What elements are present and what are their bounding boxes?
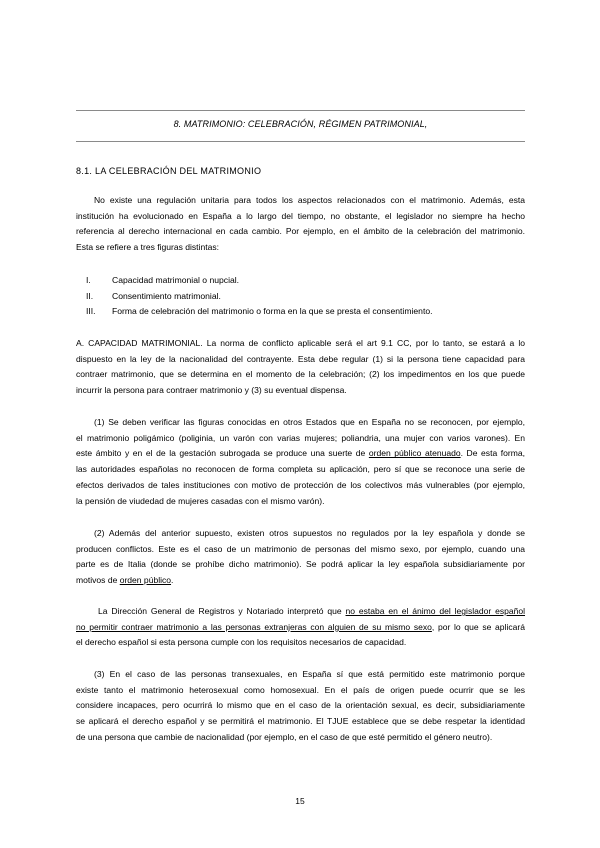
underlined-term: orden público — [119, 575, 172, 586]
paragraph-line: referencia al derecho internacional en cada cambio. Por ejemplo, en el ámbito de la celebración del matrimonio. — [76, 226, 525, 237]
paragraph-line — [76, 573, 525, 589]
paragraph-line: efectos derivados de tales instituciones con motivo de protección de los colectivos más vulnerables (por ejemplo, — [76, 479, 525, 490]
paragraph-line: se aplicará el derecho español y se permitirá el matrimonio. El TJUE establece que se debe respetar la identidad — [76, 716, 525, 727]
paragraph-line: la pensión de viudedad de mujeres casadas con el mismo varón). — [76, 495, 325, 506]
list-item — [76, 304, 525, 320]
list-item — [76, 289, 525, 305]
paragraph-line: el matrimonio poligámico (poliginia, un varón con varias mujeres; poliandria, una mujer con varios varones). En — [76, 432, 525, 443]
paragraph-line: (3) En el caso de las personas transexuales, en España sí que está permitido este matrimonio porque — [94, 669, 525, 679]
paragraph-mismo-sexo — [76, 526, 525, 589]
paragraph-line: A. CAPACIDAD MATRIMONIAL. La norma de conflicto aplicable será el art 9.1 CC, por lo tanto, se estará a lo — [76, 338, 525, 348]
text-run: . De esta forma, — [460, 448, 526, 459]
paragraph-line: considere incapaces, pero ocurrirá lo mismo que en el caso de la orientación sexual, es decir, subsidiariamente — [76, 700, 525, 711]
list-item-number: I. — [86, 275, 91, 285]
text-run: , por lo que se aplicará — [431, 621, 525, 632]
text-run: La Dirección General de Registros y Notariado interpretó que — [98, 606, 346, 616]
text-run: . — [171, 575, 174, 586]
paragraph-transexuales — [76, 667, 525, 746]
paragraph-dgrn — [76, 604, 525, 651]
text-run: motivos de — [76, 575, 120, 586]
header-top-rule — [76, 110, 525, 111]
list-item-text: Consentimiento matrimonial. — [112, 290, 221, 301]
paragraph-line — [76, 620, 525, 636]
header-bottom-rule — [76, 141, 525, 142]
text-run: este ámbito y en el de la gestación subrogada se produce una suerte de — [76, 448, 369, 459]
paragraph-line: existe tanto el matrimonio heterosexual como homosexual. En el país de origen puede ocurrir que se les — [76, 684, 525, 695]
intro-paragraph — [76, 193, 525, 256]
paragraph-line: las autoridades españolas no reconocen de forma completa su aplicación, pero sí que se reconoce una serie de — [76, 464, 525, 475]
underlined-term: orden público atenuado — [368, 448, 461, 459]
list-item-text: Forma de celebración del matrimonio o forma en la que se presta el consentimiento. — [112, 306, 433, 317]
paragraph-poligamia — [76, 415, 525, 509]
figures-list — [76, 273, 525, 320]
chapter-title: 8. MATRIMONIO: CELEBRACIÓN, RÉGIMEN PATRIMONIAL, — [173, 119, 428, 129]
paragraph-line: de una persona que cambie de nacionalidad (por ejemplo, en el caso de que esté permitido el género neutro). — [76, 731, 493, 742]
underlined-term: no estaba en el ánimo del legislador español — [345, 606, 526, 616]
paragraph-line: dispuesto en la ley de la nacionalidad del contrayente. Esta debe regular (1) si la persona tiene capacidad para — [76, 353, 525, 364]
paragraph-line — [76, 446, 525, 462]
paragraph-line: No existe una regulación unitaria para todos los aspectos relacionados con el matrimonio. Además, esta — [94, 195, 525, 205]
paragraph-line: (2) Además del anterior supuesto, existen otros supuestos no regulados por la ley española y donde se — [94, 528, 525, 538]
paragraph-line: contraer matrimonio, que se determina en el momento de la celebración; (2) los impedimentos en los que puede — [76, 369, 525, 380]
paragraph-line: parte es de Italia (donde se prohíbe dicho matrimonio). Se podrá aplicar la ley española subsidiariamente por — [76, 559, 525, 570]
paragraph-line: producen conflictos. Este es el caso de un matrimonio de personas del mismo sexo, por ejemplo, cuando una — [76, 543, 525, 554]
list-item — [76, 273, 525, 289]
paragraph-line: el derecho español si esta persona cumple con los requisitos necesarios de capacidad. — [76, 637, 407, 648]
section-heading: 8.1. LA CELEBRACIÓN DEL MATRIMONIO — [76, 166, 262, 176]
paragraph-line: (1) Se deben verificar las figuras conocidas en otros Estados que en España no se reconocen, por ejemplo, — [94, 417, 525, 427]
underlined-term: no permitir contraer matrimonio a las personas extranjeras con alguien de su mismo sexo — [76, 621, 432, 632]
list-item-number: III. — [86, 306, 96, 317]
paragraph-line: incurrir la persona para contraer matrimonio y (3) su eventual dispensa. — [76, 385, 347, 396]
paragraph-line: Esta se refiere a tres figuras distintas: — [76, 242, 219, 253]
capacidad-paragraph — [76, 336, 525, 399]
paragraph-line: institución ha evolucionado en España a lo largo del tiempo, no obstante, el legislador no siempre ha hecho — [76, 210, 525, 221]
paragraph-line — [76, 604, 525, 620]
page-number: 15 — [295, 796, 305, 806]
list-item-number: II. — [86, 290, 94, 301]
list-item-text: Capacidad matrimonial o nupcial. — [112, 275, 240, 285]
